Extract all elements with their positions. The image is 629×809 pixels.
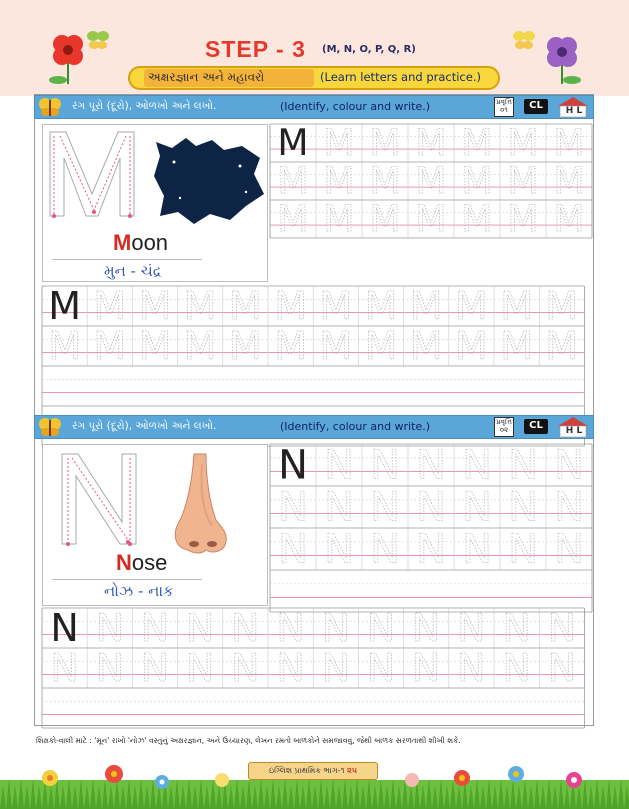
trace-letter: M [138,283,172,328]
trace-letter: N [324,442,354,489]
trace-letter: N [370,484,400,531]
trace-letter: M [455,323,488,368]
activity-badge-2: પ્રવૃત્તિ ૦૨ [494,417,514,437]
trace-letter: N [554,526,584,573]
tracing-grid-m-upper [270,122,592,240]
trace-letter: N [502,645,531,690]
trace-letter: N [231,645,260,690]
page-badge [248,762,378,780]
trace-letter: N [95,605,125,650]
trace-letter: M [461,198,493,241]
cl-badge-1: CL [524,99,548,114]
trace-letter: M [323,122,355,165]
trace-letter: N [547,645,577,690]
trace-letter: M [364,323,398,368]
trace-letter: N [462,526,492,573]
trace-letter: M [507,160,539,203]
trace-letter-n [62,454,136,544]
trace-letter: N [50,605,79,650]
trace-letter: M [274,283,307,328]
trace-letter: M [229,283,262,328]
trace-letter: N [276,605,305,650]
trace-letter: N [502,605,531,650]
step-title: STEP - 3 [205,36,306,62]
trace-letter: M [507,122,539,165]
tracing-grid-n-upper [270,442,592,612]
trace-letter: N [508,484,538,531]
subtitle-english: (Learn letters and practice.) [320,70,481,84]
trace-letter: M [507,198,539,241]
trace-letter: M [369,122,401,165]
trace-letter: M [545,283,579,328]
trace-letter: N [276,645,305,690]
step-letters: (M, N, O, P, Q, R) [322,44,416,55]
trace-letter: N [185,605,215,650]
trace-letter: M [415,122,447,165]
trace-letter: N [231,605,260,650]
instruction-gujarati-2: રંગ પૂરો (દૂરો), ઓળખો અને લખો. [72,420,217,432]
nose-icon [175,454,226,553]
word-gujarati-1: મુન - ચંદ્ર [104,262,162,280]
trace-letter: M [415,160,447,203]
trace-letter: N [370,442,400,489]
trace-letter: N [416,526,446,573]
trace-letter: M [229,323,262,368]
trace-letter: N [508,442,538,489]
trace-letter: N [140,645,170,690]
cl-badge-2: CL [524,419,548,434]
trace-letter: M [455,283,488,328]
trace-letter: N [278,526,308,573]
trace-letter: N [411,645,441,690]
trace-letter: M [415,198,447,241]
trace-letter: M [323,160,355,203]
word-first-letter-1: M [113,230,132,255]
trace-letter: N [324,484,354,531]
trace-letter: M [461,122,493,165]
trace-letter: M [364,283,398,328]
instruction-english-2: (Identify, colour and write.) [280,420,430,433]
word-divider-2 [52,579,202,580]
instruction-english-1: (Identify, colour and write.) [280,100,430,113]
butterfly-icon [38,416,62,438]
trace-letter: M [323,198,355,241]
trace-letter: M [277,122,309,165]
trace-letter: N [416,442,446,489]
trace-letter: M [500,283,533,328]
trace-letter: N [140,605,170,650]
trace-letter: M [409,283,443,328]
trace-letter: M [277,160,309,203]
trace-letter: N [50,645,79,690]
tracing-grid-n-lower [42,606,584,728]
trace-letter: M [461,160,493,203]
trace-letter: M [369,198,401,241]
trace-letter: M [553,198,585,241]
trace-letter: N [324,526,354,573]
trace-letter: M [553,122,585,165]
word-gujarati-2: નોઝ - નાક [104,582,174,600]
instruction-gujarati-1: રંગ પૂરો (દૂરો), ઓળખો અને લખો. [72,100,217,112]
activity-badge-1: પ્રવૃત્તિ ૦૧ [494,97,514,117]
trace-letter: M [319,323,353,368]
trace-letter: N [462,442,492,489]
word-rest-1: oon [131,230,169,255]
trace-letter: N [457,645,486,690]
trace-letter: N [321,645,351,690]
subtitle-gujarati: અક્ષરજ્ઞાન અને મહાવરો [148,70,265,84]
trace-letter: N [278,484,308,531]
trace-letter: N [508,526,538,573]
page-number: ૨૫ [347,766,357,775]
trace-letter: N [370,526,400,573]
trace-letter: N [457,605,486,650]
trace-letter: N [366,645,396,690]
trace-letter: N [95,645,125,690]
trace-letter: M [409,323,443,368]
trace-letter: M [48,283,81,328]
trace-letter: N [321,605,351,650]
trace-letter: M [183,323,217,368]
trace-letter: M [183,283,217,328]
picture-word-2 [116,550,167,576]
word-rest-2: ose [131,550,168,575]
trace-letter: N [411,605,441,650]
trace-letter: M [500,323,533,368]
trace-letter: M [369,160,401,203]
word-first-letter-2: N [116,550,132,575]
trace-letter: N [366,605,396,650]
trace-letter: M [553,160,585,203]
hl-badge-2: H L [565,426,583,436]
page-label: ઇંગ્લિશ પ્રાથમિક ભાગ-૧ [269,766,345,775]
trace-letter: M [545,323,579,368]
footer-note: શિક્ષકો-વાલી માટે : 'મૂન' રાખો 'નોઝ' વસ્તુનું અક્ષરજ્ઞાન, અને ઉચ્ચારણ, લેખન રમતો બાળકોને સમજાવવું, જેથી બાળક સરળતાથી શીખી શકે. [36,736,461,745]
trace-letter: M [48,323,81,368]
trace-letter: N [185,645,215,690]
trace-letter: M [93,283,127,328]
trace-letter: N [462,484,492,531]
trace-letter: M [277,198,309,241]
trace-letter: N [554,484,584,531]
trace-letter: N [416,484,446,531]
trace-letter: N [278,442,308,489]
trace-letter: M [93,323,127,368]
trace-letter: M [138,323,172,368]
trace-letter: M [319,283,353,328]
trace-letter: N [547,605,577,650]
trace-letter: M [274,323,307,368]
hl-badge-1: H L [565,106,583,116]
trace-letter: N [554,442,584,489]
